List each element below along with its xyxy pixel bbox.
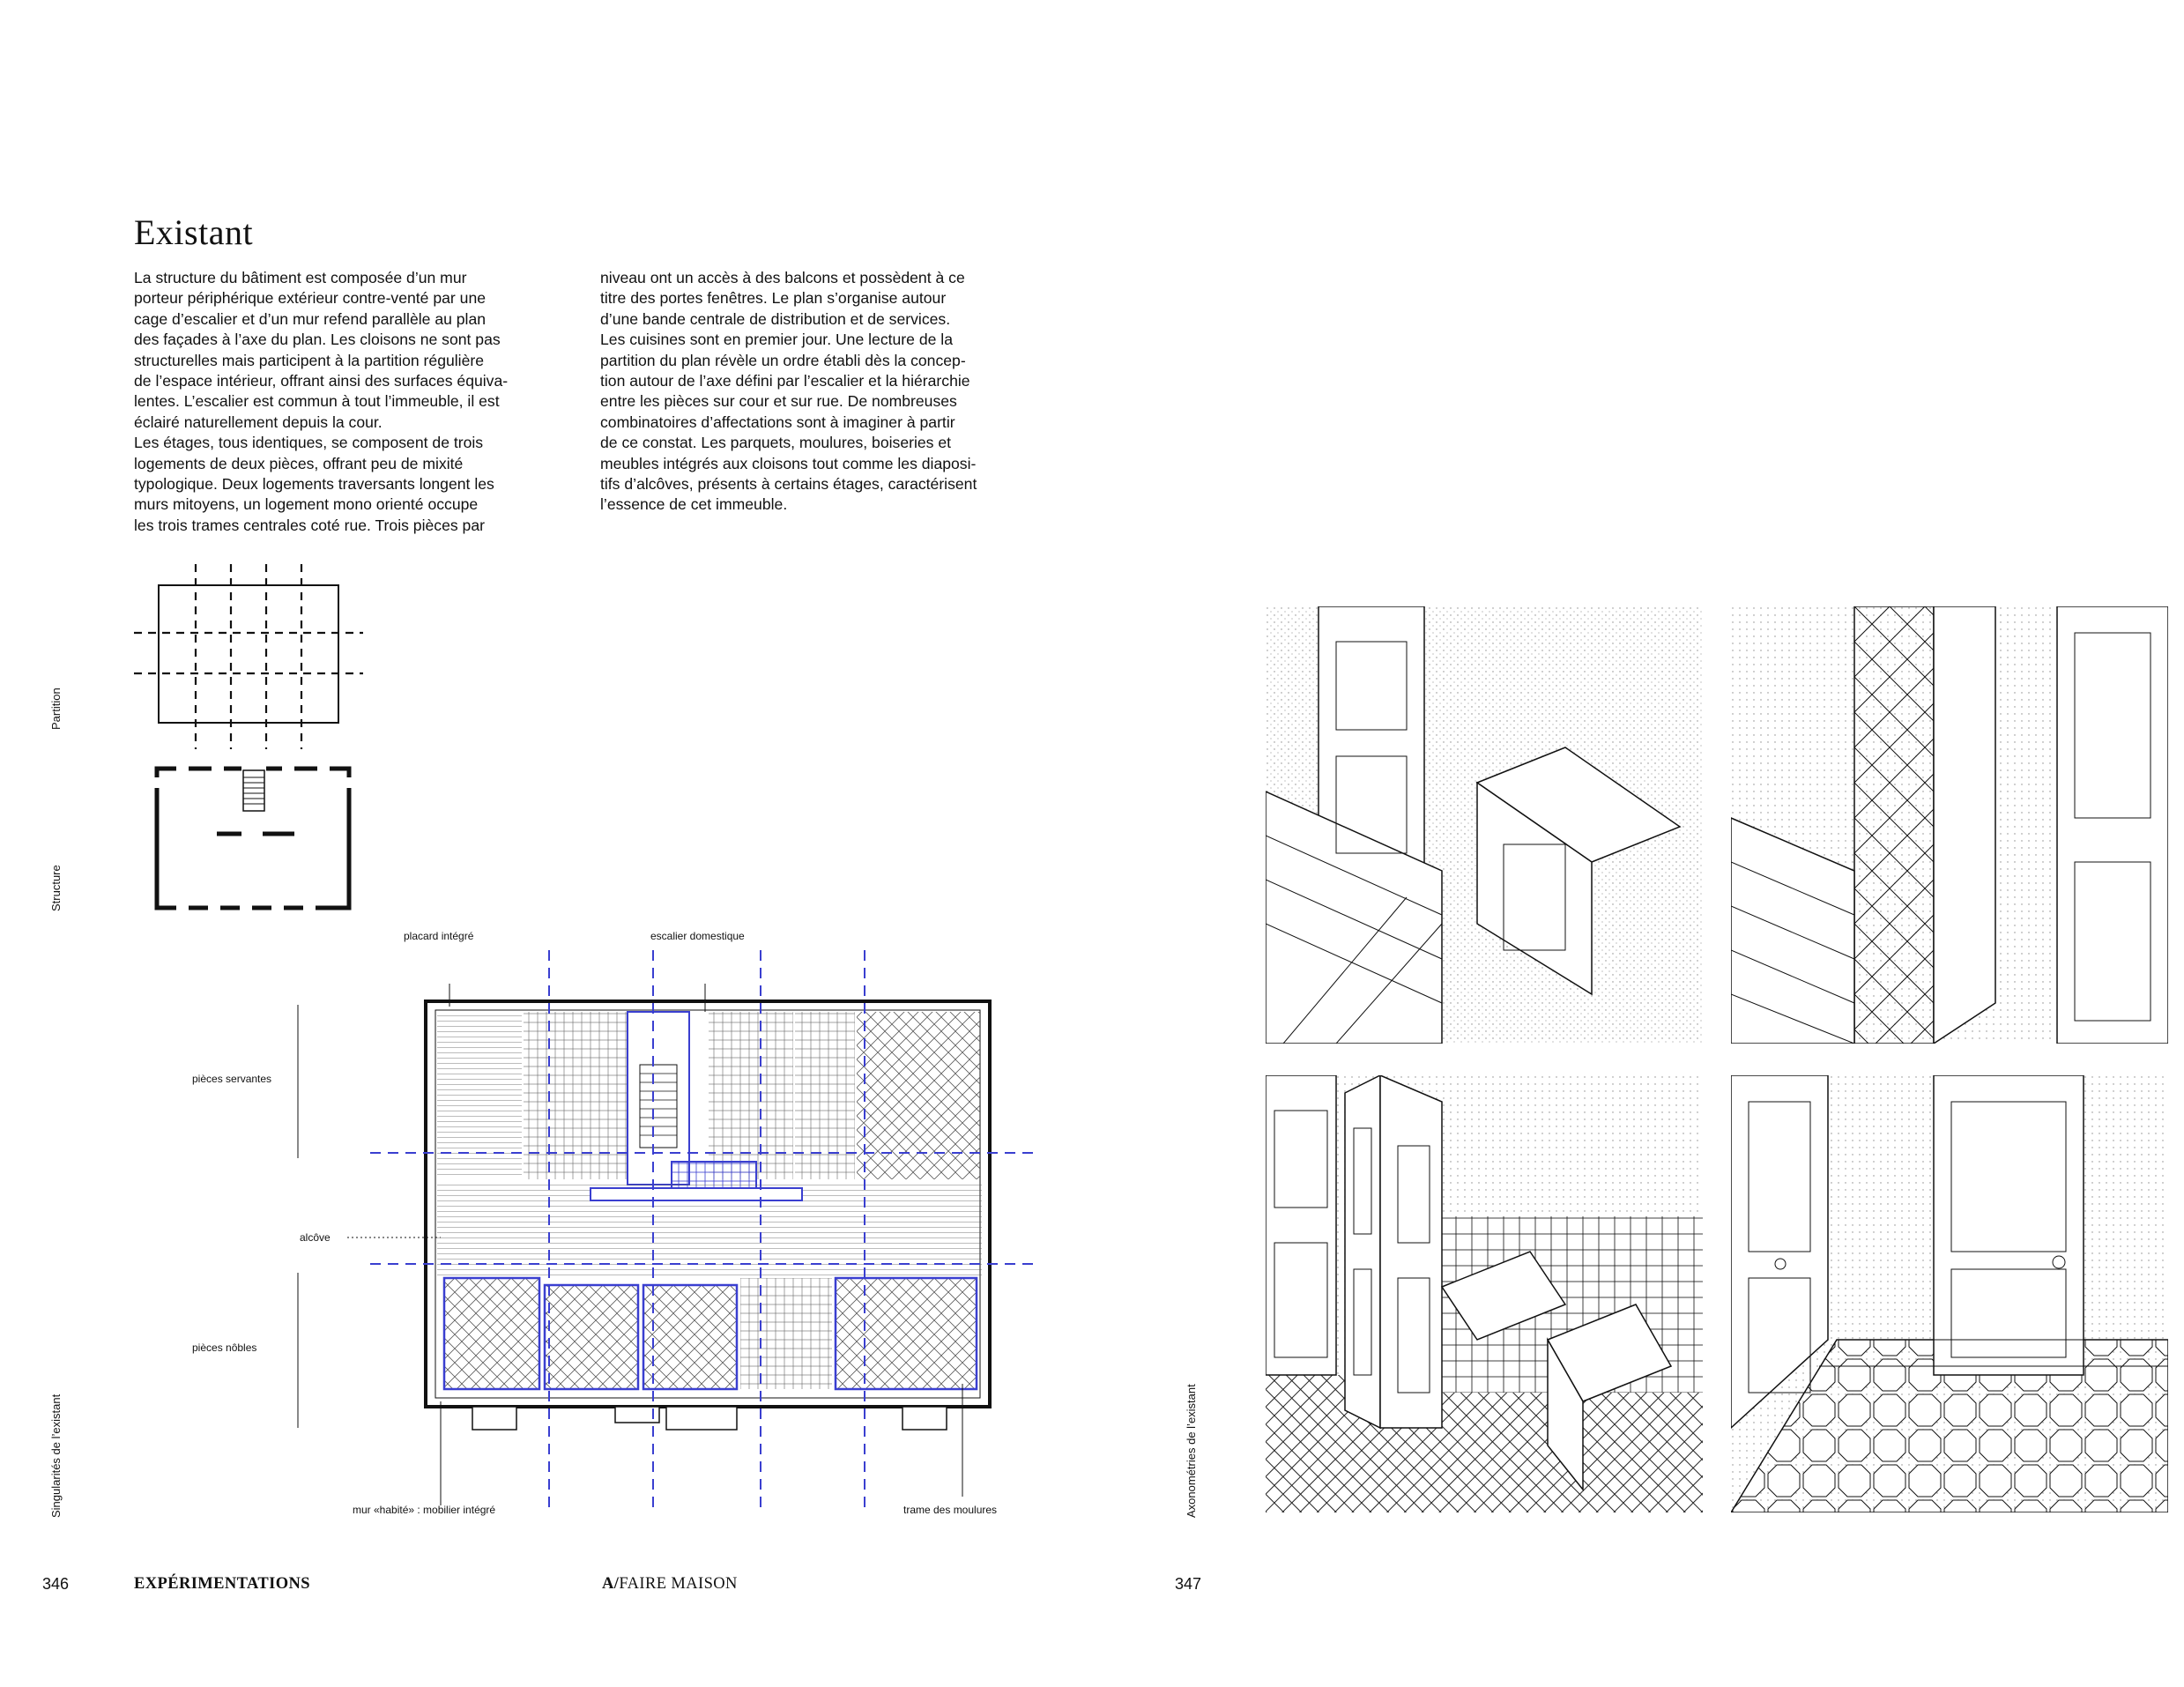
section-title: Existant: [134, 212, 254, 252]
axonometry-panel-1: [1266, 606, 1703, 1044]
floor-plan: [264, 925, 1058, 1542]
footer-chapter-title: FAIRE MAISON: [619, 1575, 738, 1593]
paragraph-right: niveau ont un accès à des balcons et possèdent à ce titre des portes fenêtres. Le plan s’organise autour d’une bande centrale de distribution et de services. Les cuisines sont en premier jour. Une lecture de la partition du plan révèle un ordre établi dès la concep- tion autour de l’axe défini par l’escalier et la hiérarchie entre les pièces sur cour et sur rue. De nombreuses combinatoires d’affectations sont à imaginer à partir de ce constat. Les parquets, moulures, boiseries et meubles intégrés aux cloisons tout comme les diaposi- tifs d’alcôves, présents à certains étages, caractérisent l’essence de cet immeuble.: [600, 269, 977, 514]
annotation-trame: trame des moulures: [903, 1504, 998, 1516]
page-number-right: 347: [1175, 1575, 1202, 1593]
axonometry-panel-4: [1731, 1075, 2168, 1512]
partition-diagram: [132, 564, 361, 758]
annotation-nobles: pièces nôbles: [192, 1341, 257, 1354]
footer-chapter: [602, 1575, 738, 1594]
axonometry-panel-3: [1266, 1075, 1703, 1512]
annotation-mur-habite: mur «habité» : mobilier intégré: [353, 1504, 496, 1516]
text-column-left: [134, 268, 548, 536]
structure-diagram: [150, 765, 361, 915]
paragraph-left: La structure du bâtiment est composée d’un mur porteur périphérique extérieur contre-venté par une cage d’escalier et d’un mur refend parallèle au plan des façades à l’axe du plan. Les cloisons ne sont pas structurelles mais participent à la partition régulière de l’espace intérieur, offrant ainsi des surfaces équiva- lentes. L’escalier est commun à tout l’immeuble, il est éclairé naturellement depuis la cour. Les étages, tous identiques, se composent de trois logements de deux pièces, offrant peu de mixité typologique. Deux logements traversants longent les murs mitoyens, un logement mono orienté occupe les trois trames centrales coté rue. Trois pièces par: [134, 269, 509, 534]
footer-section: EXPÉRIMENTATIONS: [134, 1575, 310, 1593]
label-axonometries: Axonométries de l’existant: [1185, 1384, 1198, 1518]
annotation-alcove: alcôve: [300, 1231, 331, 1244]
annotation-placard: placard intégré: [404, 930, 474, 942]
label-structure: Structure: [49, 865, 63, 911]
annotation-escalier: escalier domestique: [650, 930, 745, 942]
footer-chapter-prefix: A/: [602, 1575, 620, 1593]
label-partition: Partition: [49, 687, 63, 730]
label-singularites: Singularités de l’existant: [49, 1393, 63, 1518]
text-column-right: [600, 268, 1014, 516]
axonometry-panel-2: [1731, 606, 2168, 1044]
page-number-left: 346: [42, 1575, 70, 1593]
annotation-servantes: pièces servantes: [192, 1073, 272, 1085]
